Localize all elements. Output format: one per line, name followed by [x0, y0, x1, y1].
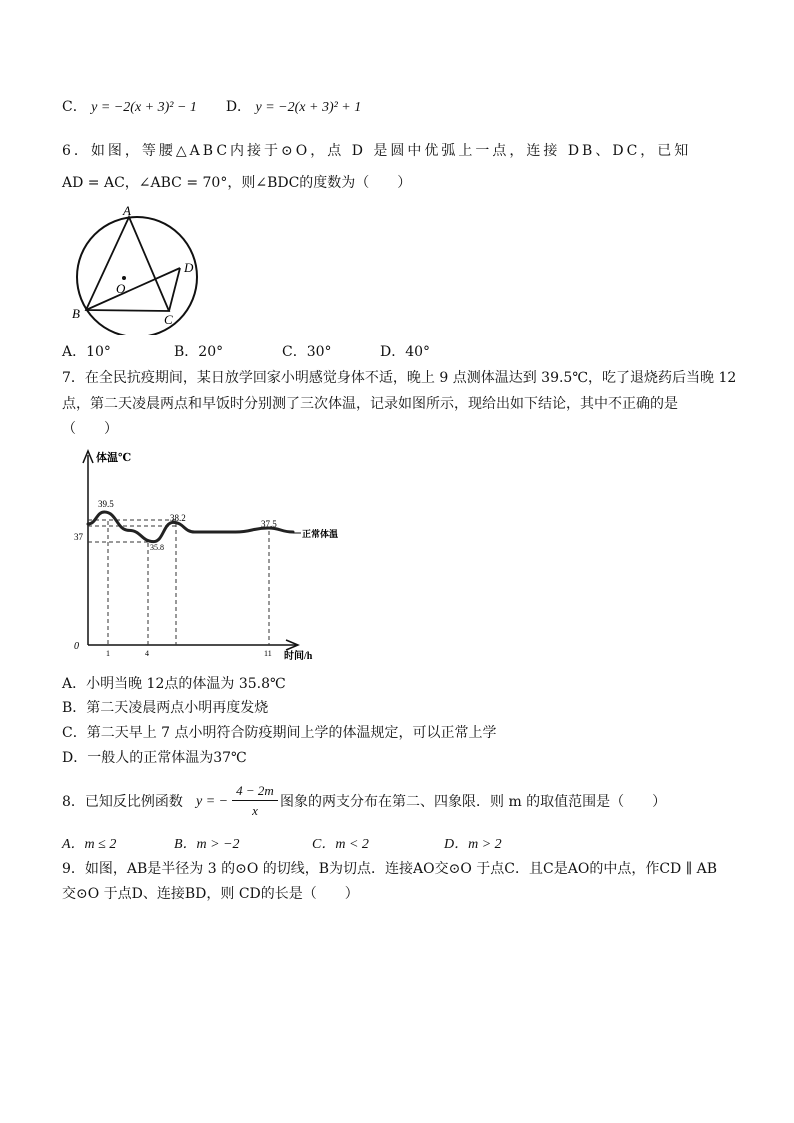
label-o: O [116, 281, 126, 296]
chart-xlabel: 时间/h [284, 651, 313, 662]
q7-stem-line3: （ ） [62, 421, 118, 437]
label-d: D [184, 260, 194, 275]
q8-option-d: D．m > 2 [444, 837, 502, 852]
q7-option-c: C．第二天早上 7 点小明符合防疫期间上学的体温规定，可以正常上学 [62, 725, 497, 741]
q7-option-d: D．一般人的正常体温为37℃ [62, 750, 247, 766]
q7-option-b: B．第二天凌晨两点小明再度发烧 [62, 700, 269, 716]
q5-options-row [62, 97, 361, 118]
q6-option-b: B．20° [174, 344, 224, 360]
q5-option-c-expr: y = −2(x + 3)² − 1 [91, 100, 197, 115]
q8-y-eq: y = − [196, 794, 229, 809]
q9-stem-line2: 交⊙O 于点D、连接BD，则 CD的长是（ ） [62, 886, 359, 902]
chart-annot-38-2: 38.2 [170, 513, 186, 523]
q8-fraction [232, 782, 278, 821]
label-b: B [72, 306, 80, 321]
chart-annot-37-5: 37.5 [261, 519, 277, 529]
q6-stem-line2: AD = AC，∠ABC = 70°，则∠BDC的度数为（ ） [62, 175, 412, 191]
chart-guides [88, 520, 269, 645]
q7-temperature-chart [58, 445, 348, 665]
q6-circle-figure [62, 205, 212, 335]
center-point [122, 276, 126, 280]
q8-stem-suffix: 图象的两支分布在第二、四象限．则 m 的取值范围是（ ） [280, 794, 667, 810]
chart-annot-35-8: 35.8 [150, 543, 164, 552]
chart-xtick-11: 11 [264, 649, 272, 658]
q8-numerator: 4 − 2m [232, 782, 278, 801]
chart-xtick-1: 1 [106, 649, 110, 658]
chart-origin: 0 [74, 641, 79, 652]
q7-option-a: A．小明当晚 12点的体温为 35.8℃ [62, 676, 286, 692]
label-c: C [164, 312, 173, 327]
q8-option-c: C．m < 2 [312, 837, 369, 852]
q5-option-c-label: C． [62, 99, 87, 115]
segment-dc [169, 268, 180, 311]
q5-option-d-label: D． [225, 99, 252, 115]
q5-option-d-expr: y = −2(x + 3)² + 1 [255, 100, 362, 115]
q8-option-b: B．m > −2 [174, 837, 240, 852]
q9-stem-line1: 9．如图，AB是半径为 3 的⊙O 的切线，B为切点．连接AO交⊙O 于点C．且C是AO的中点，作CD ∥ AB [62, 861, 718, 877]
chart-normal-label: 正常体温 [302, 529, 339, 539]
q6-option-c: C．30° [282, 344, 332, 360]
q6-stem-line1: 6．如图，等腰△ABC内接于⊙O，点 D 是圆中优弧上一点，连接 DB、DC，已知 [62, 143, 692, 159]
chart-xtick-4: 4 [145, 649, 149, 658]
q6-option-a: A．10° [62, 344, 111, 360]
q8-stem-prefix: 8．已知反比例函数 [62, 794, 183, 810]
chart-ytick-37: 37 [74, 532, 83, 542]
q8-option-a: A．m ≤ 2 [62, 837, 117, 852]
chart-annot-39-5: 39.5 [98, 499, 114, 509]
q8-denominator: x [252, 803, 258, 818]
q7-stem-line1: 7．在全民抗疫期间，某日放学回家小明感觉身体不适，晚上 9 点测体温达到 39.5℃，吃了退烧药后当晚 12 [62, 370, 737, 386]
label-a: A [123, 205, 131, 218]
q6-option-d: D．40° [380, 344, 431, 360]
q8-options-row [62, 834, 502, 855]
chart-ylabel: 体温℃ [96, 452, 132, 464]
q6-options-row [62, 342, 430, 362]
chart-axes [83, 451, 298, 650]
q7-stem-line2: 点，第二天凌晨两点和早饭时分别测了三次体温，记录如图所示，现给出如下结论，其中不正确的是 [62, 396, 678, 412]
